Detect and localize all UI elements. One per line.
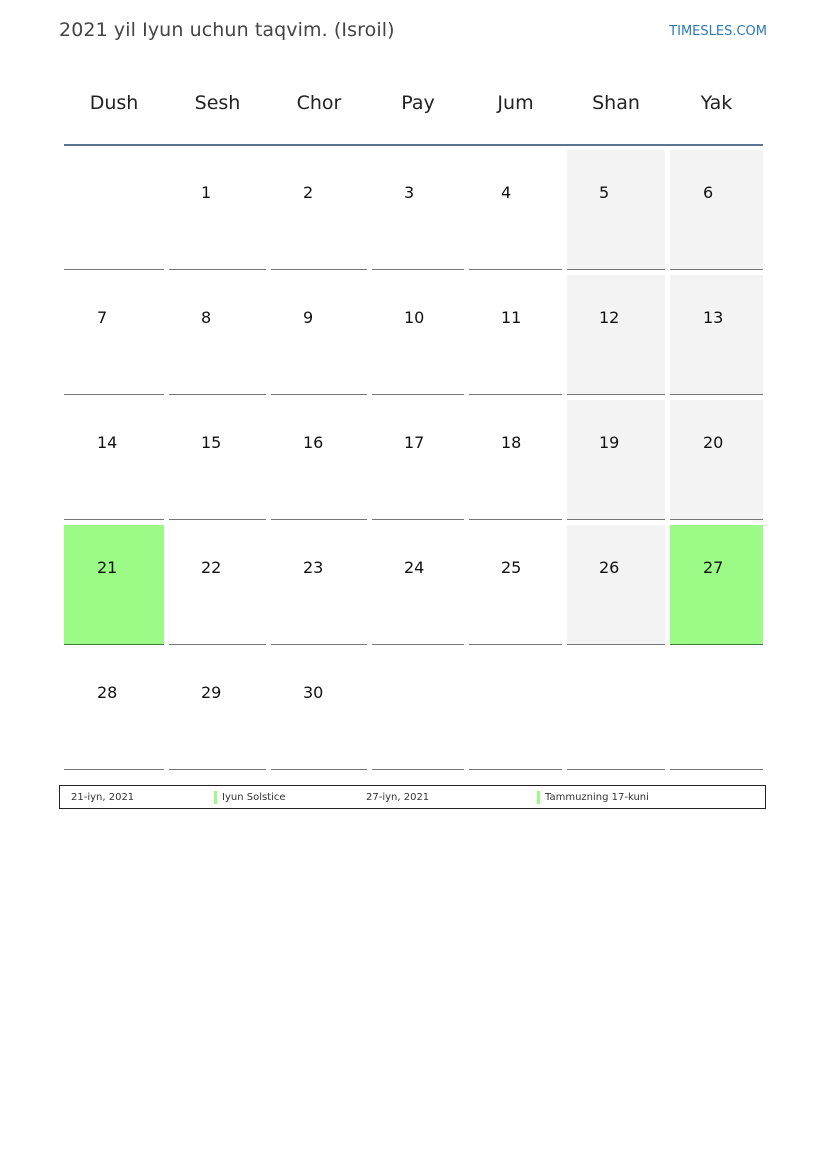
day-cell[interactable]	[64, 400, 164, 520]
legend-holiday-name: Tammuzning 17-kuni	[545, 792, 649, 803]
weekday-label: Dush	[89, 92, 139, 114]
day-cell[interactable]	[567, 400, 665, 520]
legend-color-marker	[214, 791, 217, 804]
day-number: 10	[404, 308, 425, 327]
brand-link[interactable]: TIMESLES.COM	[669, 24, 767, 39]
day-number: 23	[303, 558, 324, 577]
weekday-label: Chor	[296, 92, 342, 114]
day-number: 8	[201, 308, 212, 327]
day-cell[interactable]	[567, 525, 665, 645]
day-number: 2	[303, 183, 314, 202]
day-cell[interactable]	[64, 275, 164, 395]
legend-color-marker	[537, 791, 540, 804]
day-cell[interactable]	[271, 650, 367, 770]
day-cell[interactable]	[372, 650, 464, 770]
day-cell[interactable]	[670, 275, 763, 395]
day-cell[interactable]	[670, 525, 763, 645]
day-cell[interactable]	[567, 650, 665, 770]
day-number: 26	[599, 558, 620, 577]
day-number: 24	[404, 558, 425, 577]
day-cell[interactable]	[271, 525, 367, 645]
day-cell[interactable]	[567, 275, 665, 395]
holiday-legend	[59, 785, 766, 809]
day-number: 4	[501, 183, 512, 202]
day-number: 15	[201, 433, 222, 452]
day-cell[interactable]	[169, 150, 266, 270]
day-number: 17	[404, 433, 425, 452]
day-cell[interactable]	[169, 650, 266, 770]
weekday-label: Shan	[592, 92, 640, 114]
day-cell[interactable]	[64, 525, 164, 645]
legend-date: 27-iyn, 2021	[366, 792, 430, 803]
day-cell[interactable]	[469, 150, 562, 270]
day-number: 19	[599, 433, 620, 452]
day-cell[interactable]	[670, 650, 763, 770]
day-cell[interactable]	[469, 400, 562, 520]
day-number: 21	[97, 558, 118, 577]
day-cell[interactable]	[271, 400, 367, 520]
day-cell[interactable]	[372, 150, 464, 270]
day-number: 22	[201, 558, 222, 577]
weekday-label: Jum	[497, 92, 534, 114]
day-number: 5	[599, 183, 610, 202]
day-cell[interactable]	[169, 525, 266, 645]
day-cell[interactable]	[271, 150, 367, 270]
day-number: 12	[599, 308, 620, 327]
weekday-label: Sesh	[194, 92, 241, 114]
day-cell[interactable]	[169, 275, 266, 395]
day-cell[interactable]	[372, 275, 464, 395]
day-cell[interactable]	[469, 275, 562, 395]
day-cell[interactable]	[469, 525, 562, 645]
day-number: 28	[97, 683, 118, 702]
weekday-label: Pay	[401, 92, 435, 114]
day-number: 7	[97, 308, 108, 327]
page-title: 2021 yil Iyun uchun taqvim. (Isroil)	[59, 19, 395, 41]
legend-date: 21-iyn, 2021	[71, 792, 135, 803]
day-cell[interactable]	[64, 650, 164, 770]
day-number: 30	[303, 683, 324, 702]
day-number: 9	[303, 308, 314, 327]
day-number: 1	[201, 183, 212, 202]
day-number: 6	[703, 183, 714, 202]
day-number: 27	[703, 558, 724, 577]
legend-holiday-name: Iyun Solstice	[222, 792, 286, 803]
day-cell[interactable]	[469, 650, 562, 770]
day-number: 3	[404, 183, 415, 202]
day-cell[interactable]	[372, 525, 464, 645]
day-cell[interactable]	[567, 150, 665, 270]
day-cell[interactable]	[271, 275, 367, 395]
weekday-header-row	[64, 80, 763, 146]
day-cell[interactable]	[670, 400, 763, 520]
day-number: 25	[501, 558, 522, 577]
day-number: 29	[201, 683, 222, 702]
day-cell[interactable]	[64, 150, 164, 270]
day-number: 18	[501, 433, 522, 452]
day-number: 20	[703, 433, 724, 452]
day-number: 13	[703, 308, 724, 327]
day-number: 14	[97, 433, 118, 452]
day-cell[interactable]	[372, 400, 464, 520]
day-cell[interactable]	[169, 400, 266, 520]
weekday-label: Yak	[700, 92, 733, 114]
day-cell[interactable]	[670, 150, 763, 270]
day-number: 11	[501, 308, 522, 327]
day-number: 16	[303, 433, 324, 452]
